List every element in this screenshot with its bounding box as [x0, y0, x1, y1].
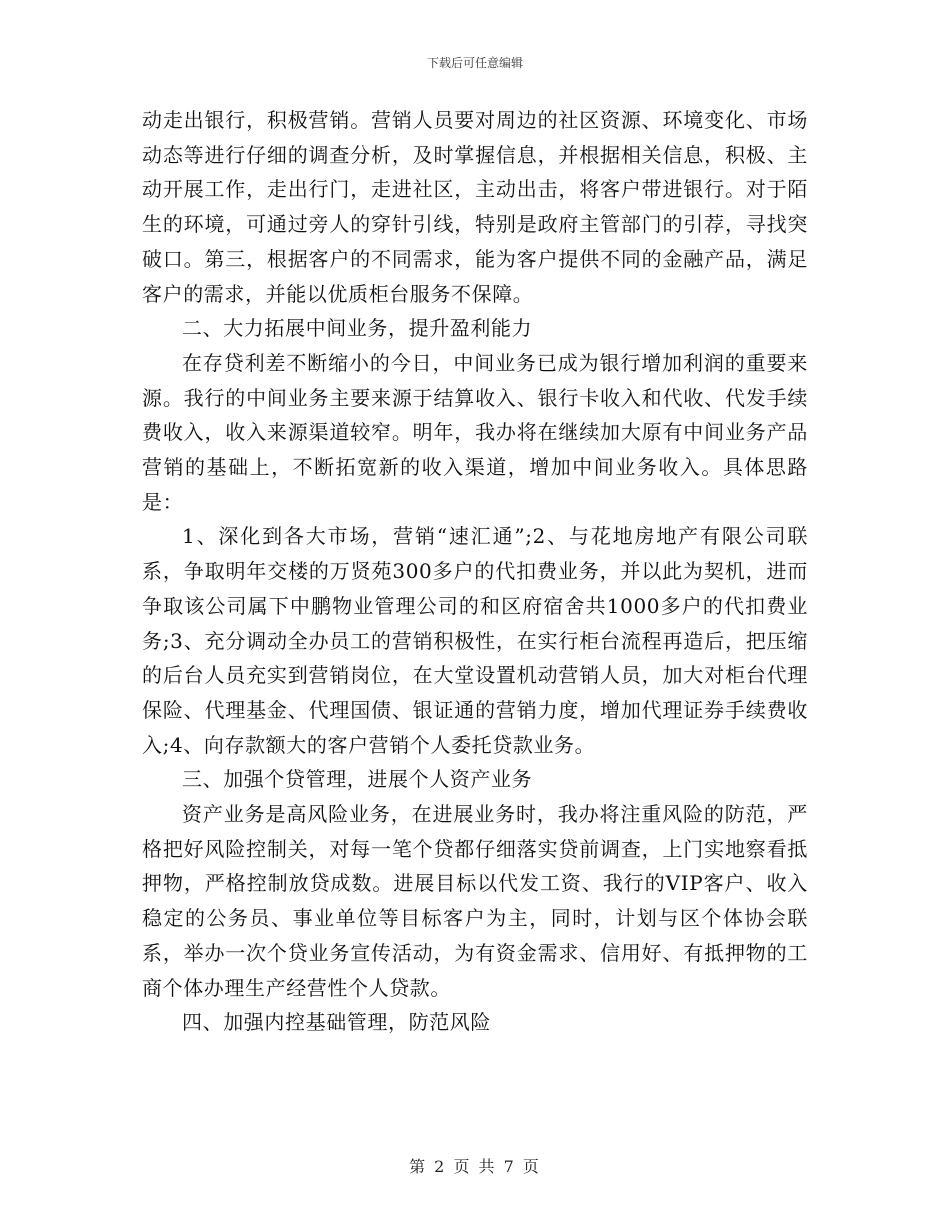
document-body — [142, 103, 808, 1040]
paragraph: 在存贷利差不断缩小的今日，中间业务已成为银行增加利润的重要来源。我行的中间业务主要来源于结算收入、银行卡收入和代收、代发手续费收入，收入来源渠道较窄。明年，我办将在继续加大原有中间业务产品营销的基础上，不断拓宽新的收入渠道，增加中间业务收入。具体思路是： — [142, 350, 808, 514]
section-heading-4: 四、加强内控基础管理，防范风险 — [182, 1010, 491, 1035]
section-heading-2: 二、大力拓展中间业务，提升盈利能力 — [182, 316, 533, 341]
section-heading-3: 三、加强个贷管理，进展个人资产业务 — [182, 767, 533, 792]
paragraph: 1、深化到各大市场，营销“速汇通”;2、与花地房地产有限公司联系，争取明年交楼的万贤苑300多户的代扣费业务，并以此为契机，进而争取该公司属下中鹏物业管理公司的和区府宿舍共1000多户的代扣费业务;3、充分调动全办员工的营销积极性，在实行柜台流程再造后，把压缩的后台人员充实到营销岗位，在大堂设置机动营销人员，加大对柜台代理保险、代理基金、代理国债、银证通的营销力度，增加代理证券手续费收入;4、向存款额大的客户营销个人委托贷款业务。 — [142, 524, 808, 757]
paragraph-continuation: 动走出银行，积极营销。营销人员要对周边的社区资源、环境变化、市场动态等进行仔细的调查分析，及时掌握信息，并根据相关信息，积极、主动开展工作，走出行门，走进社区，主动出击，将客户带进银行。对于陌生的环境，可通过旁人的穿针引线，特别是政府主管部门的引荐，寻找突破口。第三，根据客户的不同需求，能为客户提供不同的金融产品，满足客户的需求，并能以优质柜台服务不保障。 — [142, 108, 808, 306]
page-header: 下载后可任意编辑 — [426, 56, 523, 70]
paragraph: 资产业务是高风险业务，在进展业务时，我办将注重风险的防范，严格把好风险控制关，对每一笔个贷都仔细落实贷前调查，上门实地察看抵押物，严格控制放贷成数。进展目标以代发工资、我行的VIP客户、收入稳定的公务员、事业单位等目标客户为主，同时，计划与区个体协会联系，举办一次个贷业务宣传活动，为有资金需求、信用好、有抵押物的工商个体办理生产经营性个人贷款。 — [142, 802, 808, 1000]
page-footer: 第 2 页 共 7 页 — [409, 1157, 541, 1176]
